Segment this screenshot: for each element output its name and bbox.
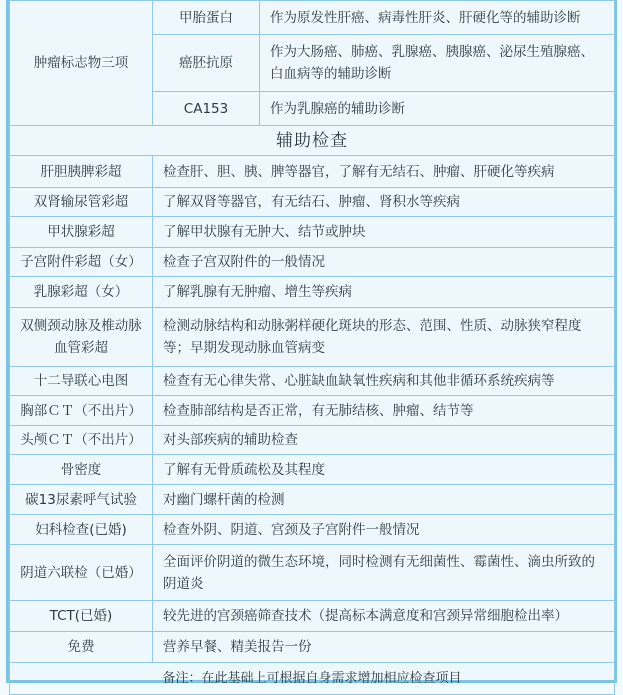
table-row <box>10 455 615 485</box>
tumor-item-name: 癌胚抗原 <box>153 35 260 92</box>
exam-name: 头颅ＣＴ（不出片） <box>10 426 153 455</box>
table-row <box>10 515 615 545</box>
exam-name: TCT(已婚) <box>10 601 153 632</box>
table-row <box>10 217 615 248</box>
exam-desc: 营养早餐、精美报告一份 <box>153 632 615 663</box>
table-row <box>10 156 615 188</box>
table-row <box>10 485 615 515</box>
exam-desc: 检查肺部结构是否正常，有无肺结核、肿瘤、结节等 <box>153 396 615 426</box>
tumor-group-label: 肿瘤标志物三项 <box>10 1 153 126</box>
exam-desc: 检查有无心律失常、心脏缺血缺氧性疾病和其他非循环系统疾病等 <box>153 367 615 396</box>
exam-desc: 检测动脉结构和动脉粥样硬化斑块的形态、范围、性质、动脉狭窄程度等；早期发现动脉血管病变 <box>153 308 615 367</box>
table-row <box>10 248 615 277</box>
tumor-item-desc: 作为乳腺癌的辅助诊断 <box>260 92 615 126</box>
tumor-item-name: 甲胎蛋白 <box>153 1 260 35</box>
exam-name: 胸部ＣＴ（不出片） <box>10 396 153 426</box>
table-row <box>10 663 615 695</box>
exam-desc: 对头部疾病的辅助检查 <box>153 426 615 455</box>
exam-name: 妇科检查(已婚) <box>10 515 153 545</box>
exam-table-panel <box>6 0 617 686</box>
exam-name: 十二导联心电图 <box>10 367 153 396</box>
exam-desc: 了解甲状腺有无肿大、结节或肿块 <box>153 217 615 248</box>
tumor-item-name: CA153 <box>153 92 260 126</box>
table-row <box>10 396 615 426</box>
table-row <box>10 426 615 455</box>
exam-name: 双肾输尿管彩超 <box>10 188 153 217</box>
exam-name: 乳腺彩超（女） <box>10 277 153 308</box>
exam-desc: 对幽门螺杆菌的检测 <box>153 485 615 515</box>
table-row <box>10 545 615 601</box>
exam-name: 甲状腺彩超 <box>10 217 153 248</box>
table-row <box>10 277 615 308</box>
table-row <box>10 601 615 632</box>
exam-name: 肝胆胰脾彩超 <box>10 156 153 188</box>
exam-desc: 检查子宫双附件的一般情况 <box>153 248 615 277</box>
exam-name: 免费 <box>10 632 153 663</box>
exam-desc: 检查肝、胆、胰、脾等器官，了解有无结石、肿瘤、肝硬化等疾病 <box>153 156 615 188</box>
tumor-item-desc: 作为原发性肝癌、病毒性肝炎、肝硬化等的辅助诊断 <box>260 1 615 35</box>
exam-desc: 了解有无骨质疏松及其程度 <box>153 455 615 485</box>
table-row <box>10 367 615 396</box>
exam-desc: 较先进的宫颈癌筛查技术（提高标本满意度和宫颈异常细胞检出率） <box>153 601 615 632</box>
exam-name: 双侧颈动脉及椎动脉血管彩超 <box>10 308 153 367</box>
exam-name: 骨密度 <box>10 455 153 485</box>
exam-desc: 全面评价阴道的微生态环境，同时检测有无细菌性、霉菌性、滴虫所致的阴道炎 <box>153 545 615 601</box>
exam-name: 阴道六联检（已婚） <box>10 545 153 601</box>
footnote: 备注：在此基础上可根据自身需求增加相应检查项目 <box>10 663 615 695</box>
table-row <box>10 1 615 35</box>
section-title: 辅助检查 <box>10 126 615 156</box>
exam-table <box>9 0 615 695</box>
table-row <box>10 632 615 663</box>
exam-desc: 了解双肾等器官，有无结石、肿瘤、肾积水等疾病 <box>153 188 615 217</box>
exam-name: 子宫附件彩超（女） <box>10 248 153 277</box>
exam-desc: 了解乳腺有无肿瘤、增生等疾病 <box>153 277 615 308</box>
table-row <box>10 188 615 217</box>
tumor-item-desc: 作为大肠癌、肺癌、乳腺癌、胰腺癌、泌尿生殖腺癌、白血病等的辅助诊断 <box>260 35 615 92</box>
exam-desc: 检查外阴、阴道、宫颈及子宫附件一般情况 <box>153 515 615 545</box>
table-row <box>10 308 615 367</box>
table-row <box>10 126 615 156</box>
exam-name: 碳13尿素呼气试验 <box>10 485 153 515</box>
